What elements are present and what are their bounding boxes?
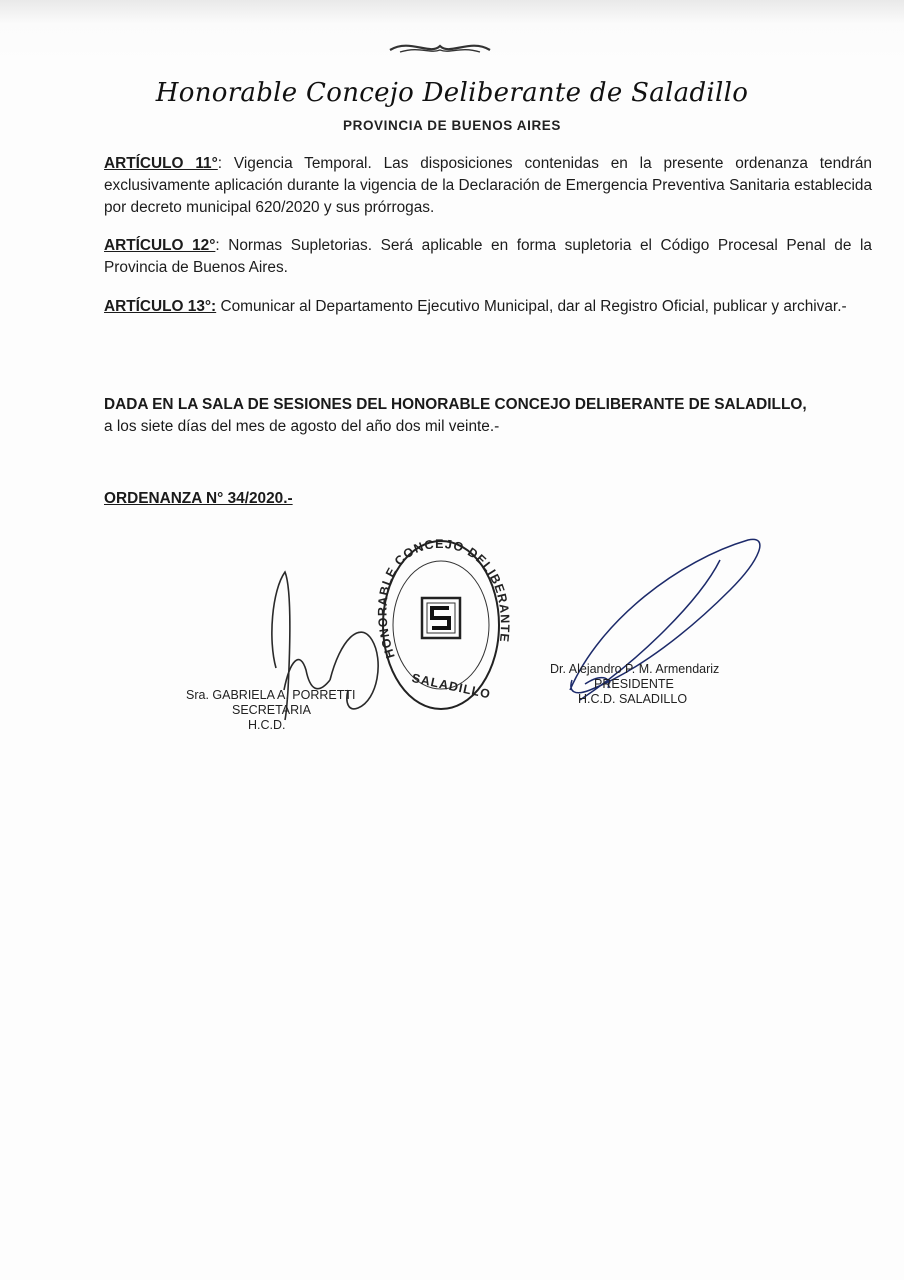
article-12-text: : Normas Supletorias. Será aplicable en forma supletoria el Código Procesal Penal de la Provincia de Buenos Aires.	[104, 237, 872, 276]
article-12	[104, 235, 872, 279]
signatory-president	[550, 662, 750, 707]
article-13	[104, 296, 872, 318]
article-13-label: ARTÍCULO 13°:	[104, 298, 217, 315]
article-11-text: : Vigencia Temporal. Las disposiciones contenidas en la presente ordenanza tendrán exclusivamente aplicación durante la vigencia de la Declaración de Emergencia Preventiva Sanitaria establecida por decreto municipal 620/2020 y sus prórrogas.	[104, 155, 872, 216]
letterhead-ornament	[380, 36, 500, 58]
letterhead-subtitle: PROVINCIA DE BUENOS AIRES	[342, 118, 562, 133]
president-org: H.C.D. SALADILLO	[578, 692, 688, 706]
article-13-text: Comunicar al Departamento Ejecutivo Municipal, dar al Registro Oficial, publicar y archivar.-	[216, 298, 847, 315]
article-11-label: ARTÍCULO 11°	[104, 155, 218, 172]
ordinance-number: ORDENANZA N° 34/2020.-	[104, 490, 293, 507]
president-name: Dr. Alejandro P. M. Armendariz	[550, 662, 720, 676]
article-12-label: ARTÍCULO 12°	[104, 237, 216, 254]
president-role: PRESIDENTE	[594, 677, 674, 691]
seal-ring-text: HONORABLE CONCEJO DELIBERANTE	[375, 536, 513, 661]
letterhead-title: Honorable Concejo Deliberante de Saladillo	[155, 78, 749, 108]
seal-bottom-text: SALADILLO	[410, 671, 493, 702]
closing-statement	[104, 394, 874, 438]
article-11	[104, 153, 872, 219]
secretary-name: Sra. GABRIELA A. PORRETTI	[186, 688, 356, 702]
secretary-org: H.C.D.	[248, 718, 286, 732]
secretary-role: SECRETARIA	[232, 703, 311, 717]
official-seal	[376, 537, 513, 709]
closing-text: a los siete días del mes de agosto del año dos mil veinte.-	[104, 418, 500, 435]
closing-bold: DADA EN LA SALA DE SESIONES DEL HONORABLE CONCEJO DELIBERANTE DE SALADILLO,	[104, 396, 807, 413]
signatory-secretary	[186, 688, 366, 733]
